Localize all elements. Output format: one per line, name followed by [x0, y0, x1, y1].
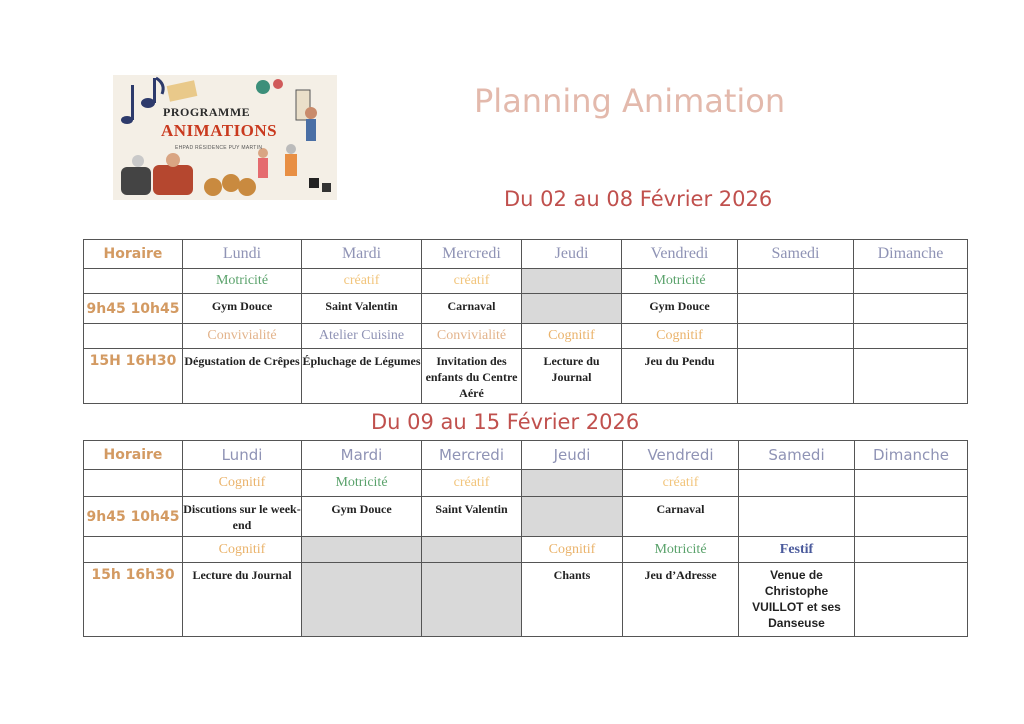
activity-cell: Discutions sur le week-end	[183, 497, 302, 537]
activity-cell: Gym Douce	[183, 294, 302, 324]
header-day: Mardi	[302, 441, 422, 470]
header-day: Lundi	[183, 240, 302, 269]
category-cell: Cognitif	[183, 470, 302, 497]
activity-cell: Gym Douce	[302, 497, 422, 537]
category-cell	[855, 470, 968, 497]
time-slot: 15H 16H30	[84, 349, 183, 404]
activity-row	[84, 349, 968, 404]
time-slot: 15h 16h30	[84, 563, 183, 637]
activity-cell: Saint Valentin	[422, 497, 522, 537]
closed-cell	[422, 537, 522, 563]
activity-cell	[855, 563, 968, 637]
header-day: Jeudi	[522, 240, 622, 269]
programme-animations-logo	[113, 75, 337, 200]
time-slot: 9h45 10h45	[84, 294, 183, 324]
header-horaire: Horaire	[84, 240, 183, 269]
activity-cell: Carnaval	[623, 497, 739, 537]
week-2-schedule-table	[83, 440, 968, 637]
empty-cell	[84, 269, 183, 294]
header-day: Samedi	[738, 240, 854, 269]
category-cell: Atelier Cuisine	[302, 324, 422, 349]
week-1-heading: Du 02 au 08 Février 2026	[504, 187, 773, 211]
header-day: Samedi	[739, 441, 855, 470]
activity-cell: Jeu d’Adresse	[623, 563, 739, 637]
category-cell: Convivialité	[422, 324, 522, 349]
activity-cell: Invitation des enfants du Centre Aéré	[422, 349, 522, 404]
activity-cell: Épluchage de Légumes	[302, 349, 422, 404]
category-cell: créatif	[422, 470, 522, 497]
header-row	[84, 441, 968, 470]
closed-cell	[522, 497, 623, 537]
category-row	[84, 324, 968, 349]
category-cell	[738, 324, 854, 349]
closed-cell	[302, 537, 422, 563]
activity-cell	[739, 497, 855, 537]
logo-line-2: ANIMATIONS	[161, 121, 278, 140]
activity-cell: Carnaval	[422, 294, 522, 324]
activity-cell: Saint Valentin	[302, 294, 422, 324]
empty-cell	[84, 470, 183, 497]
category-cell: Cognitif	[522, 324, 622, 349]
activity-cell: Lecture du Journal	[522, 349, 622, 404]
header-row	[84, 240, 968, 269]
week-2-heading: Du 09 au 15 Février 2026	[371, 410, 640, 434]
closed-cell	[522, 294, 622, 324]
activity-cell: Venue de Christophe VUILLOT et ses Danseuse	[739, 563, 855, 637]
header-day: Dimanche	[854, 240, 968, 269]
category-row	[84, 537, 968, 563]
header-day: Lundi	[183, 441, 302, 470]
activity-cell	[854, 294, 968, 324]
header-day: Vendredi	[623, 441, 739, 470]
time-slot: 9h45 10h45	[84, 497, 183, 537]
header-horaire: Horaire	[84, 441, 183, 470]
header-day: Vendredi	[622, 240, 738, 269]
header-day: Jeudi	[522, 441, 623, 470]
category-cell: Motricité	[302, 470, 422, 497]
category-cell: Motricité	[622, 269, 738, 294]
category-cell	[855, 537, 968, 563]
header-day: Mardi	[302, 240, 422, 269]
category-cell: Cognitif	[522, 537, 623, 563]
category-cell: Cognitif	[183, 537, 302, 563]
closed-cell	[302, 563, 422, 637]
activity-cell	[738, 349, 854, 404]
activity-cell	[854, 349, 968, 404]
page-title: Planning Animation	[474, 82, 786, 120]
activity-cell: Gym Douce	[622, 294, 738, 324]
category-cell: créatif	[302, 269, 422, 294]
logo-line-1: PROGRAMME	[163, 105, 251, 119]
category-cell	[739, 470, 855, 497]
activity-cell: Chants	[522, 563, 623, 637]
activity-cell	[855, 497, 968, 537]
category-row	[84, 470, 968, 497]
empty-cell	[84, 324, 183, 349]
category-row	[84, 269, 968, 294]
category-cell: Festif	[739, 537, 855, 563]
activity-row	[84, 563, 968, 637]
category-cell	[854, 269, 968, 294]
category-cell: Convivialité	[183, 324, 302, 349]
activity-row	[84, 497, 968, 537]
header-day: Mercredi	[422, 240, 522, 269]
category-cell: créatif	[623, 470, 739, 497]
activity-cell: Lecture du Journal	[183, 563, 302, 637]
header-day: Mercredi	[422, 441, 522, 470]
activity-cell	[738, 294, 854, 324]
empty-cell	[84, 537, 183, 563]
logo-line-3: EHPAD RÉSIDENCE PUY MARTIN	[175, 145, 263, 151]
closed-cell	[522, 470, 623, 497]
category-cell	[738, 269, 854, 294]
category-cell: Motricité	[623, 537, 739, 563]
activity-cell: Dégustation de Crêpes	[183, 349, 302, 404]
header-day: Dimanche	[855, 441, 968, 470]
week-1-schedule-table	[83, 239, 968, 404]
category-cell: créatif	[422, 269, 522, 294]
category-cell: Motricité	[183, 269, 302, 294]
category-cell	[854, 324, 968, 349]
closed-cell	[522, 269, 622, 294]
activity-cell: Jeu du Pendu	[622, 349, 738, 404]
activity-row	[84, 294, 968, 324]
category-cell: Cognitif	[622, 324, 738, 349]
closed-cell	[422, 563, 522, 637]
